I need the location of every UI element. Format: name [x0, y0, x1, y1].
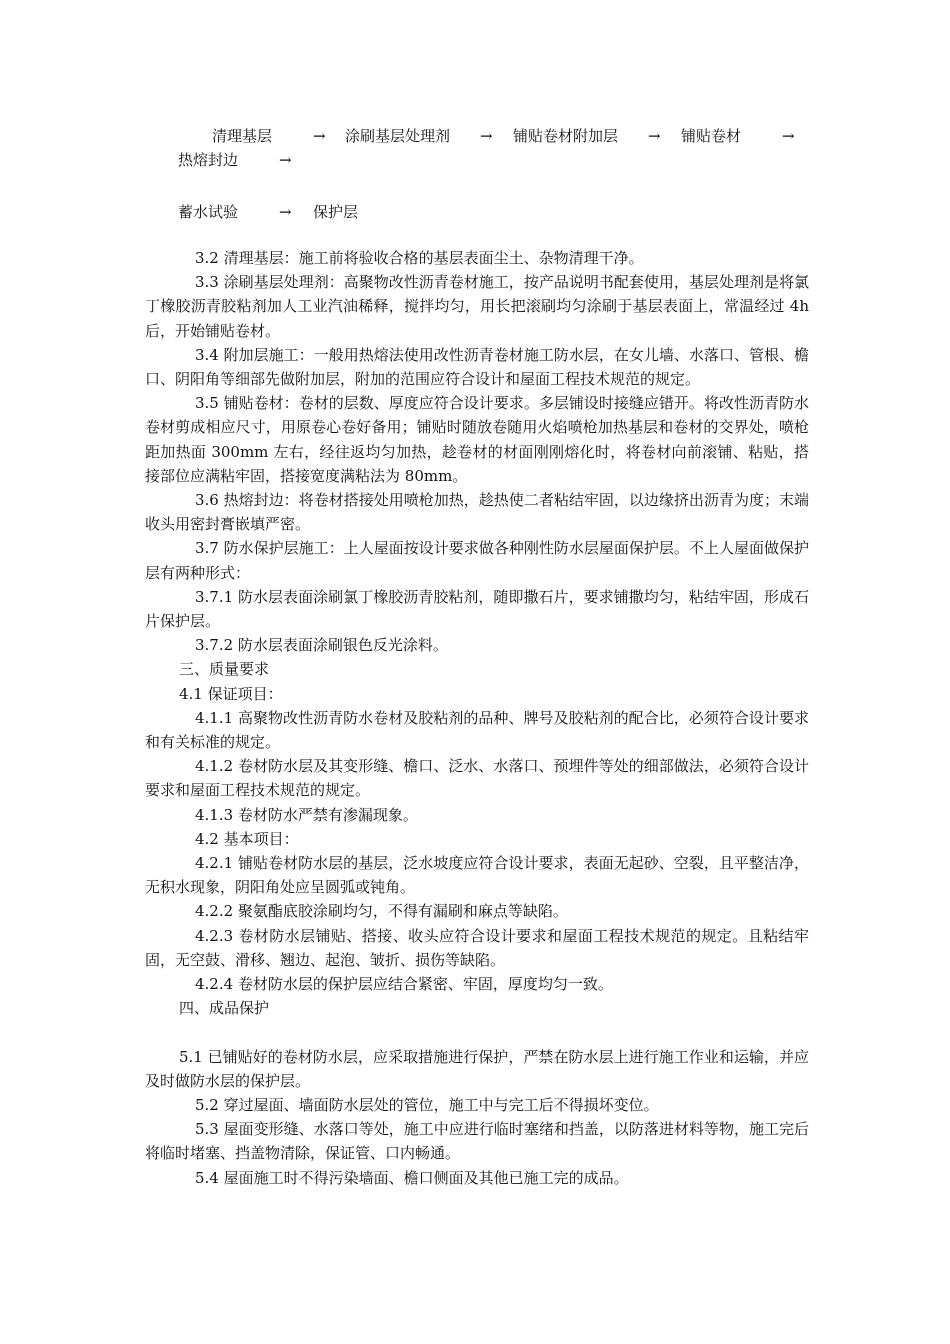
paragraph-4-1-2: 4.1.2 卷材防水层及其变形缝、檐口、泛水、水落口、预埋件等处的细部做法，必须符合设计要求和屋面工程技术规范的规定。 [145, 757, 809, 800]
paragraph-5-2: 5.2 穿过屋面、墙面防水层处的管位，施工中与完工后不得损坏变位。 [195, 1095, 659, 1114]
section-heading-protection: 四、成品保护 [179, 999, 270, 1018]
flow-arrow: → [313, 127, 326, 145]
flow-step-apply-primer: 涂刷基层处理剂 [345, 127, 451, 145]
flow-arrow: → [279, 203, 292, 221]
paragraph-3-5: 3.5 铺贴卷材：卷材的层数、厚度应符合设计要求。多层铺设时接缝应错开。将改性沥青防水卷材剪成相应尺寸，用原卷心卷好备用；铺贴时随放卷随用火焰喷枪加热基层和卷材的交界处，喷枪距加热面 300mm 左右，经往返均匀加热，趁卷材的材面刚刚熔化时，将卷材向前滚铺、粘贴，搭接部位应满粘牢固，搭接宽度满粘法为 80mm。 [145, 394, 809, 485]
section-heading-quality: 三、质量要求 [179, 660, 270, 679]
paragraph-5-1: 5.1 已铺贴好的卷材防水层，应采取措施进行保护，严禁在防水层上进行施工作业和运输，并应及时做防水层的保护层。 [145, 1047, 809, 1090]
paragraph-4-1: 4.1 保证项目： [179, 684, 283, 703]
paragraph-4-1-3: 4.1.3 卷材防水严禁有渗漏现象。 [195, 805, 418, 824]
paragraph-3-7-1: 3.7.1 防水层表面涂刷氯丁橡胶沥青胶粘剂，随即撒石片，要求铺撒均匀，粘结牢固，形成石片保护层。 [145, 587, 809, 631]
paragraph-3-6: 3.6 热熔封边：将卷材搭接处用喷枪加热，趁热使二者粘结牢固，以边缘挤出沥青为度；末端收头用密封膏嵌填严密。 [145, 491, 809, 534]
flow-step-heat-seal: 热熔封边 [178, 151, 239, 169]
flow-step-clean-base: 清理基层 [212, 127, 273, 145]
paragraph-5-3: 5.3 屋面变形缝、水落口等处，施工中应进行临时塞绪和挡盖，以防落进材料等物，施工完后将临时堵塞、挡盖物清除，保证管、口内畅通。 [145, 1120, 809, 1163]
flow-arrow: → [480, 127, 493, 145]
paragraph-4-2-3: 4.2.3 卷材防水层铺贴、搭接、收头应符合设计要求和屋面工程技术规范的规定。且粘结牢固，无空鼓、滑移、翘边、起泡、皱折、损伤等缺陷。 [145, 926, 809, 969]
paragraph-4-2-4: 4.2.4 卷材防水层的保护层应结合紧密、牢固，厚度均匀一致。 [195, 975, 613, 994]
paragraph-5-4: 5.4 屋面施工时不得污染墙面、檐口侧面及其他已施工完的成品。 [195, 1168, 629, 1187]
paragraph-3-4: 3.4 附加层施工：一般用热熔法使用改性沥青卷材施工防水层，在女儿墙、水落口、管根、檐口、阴阳角等细部先做附加层，附加的范围应符合设计和屋面工程技术规范的规定。 [145, 345, 809, 389]
flow-step-protection-layer: 保护层 [313, 203, 359, 221]
flow-step-water-test: 蓄水试验 [178, 203, 239, 221]
document-body [145, 246, 809, 1190]
process-flow-row-3 [0, 201, 950, 223]
paragraph-4-2-2: 4.2.2 聚氨酯底胶涂刷均匀，不得有漏刷和麻点等缺陷。 [195, 902, 568, 921]
flow-step-lay-membrane: 铺贴卷材 [681, 127, 742, 145]
paragraph-3-2: 3.2 清理基层：施工前将验收合格的基层表面尘土、杂物清理干净。 [195, 249, 644, 267]
paragraph-3-3: 3.3 涂刷基层处理剂：高聚物改性沥青卷材施工，按产品说明书配套使用，基层处理剂是将氯丁橡胶沥青胶粘剂加人工业汽油稀释，搅拌均匀，用长把滚刷均匀涂刷于基层表面上，常温经过 4h 后，开始铺贴卷材。 [145, 273, 809, 340]
flow-arrow: → [279, 151, 292, 169]
paragraph-4-2: 4.2 基本项目： [195, 829, 299, 848]
process-flow-row-2 [0, 149, 950, 171]
flow-arrow: → [648, 127, 661, 145]
paragraph-4-1-1: 4.1.1 高聚物改性沥青防水卷材及胶粘剂的品种、牌号及胶粘剂的配合比，必须符合设计要求和有关标准的规定。 [145, 708, 809, 752]
flow-arrow: → [782, 127, 795, 145]
flow-step-additional-layer: 铺贴卷材附加层 [513, 127, 619, 145]
paragraph-3-7-2: 3.7.2 防水层表面涂刷银色反光涂料。 [195, 636, 448, 655]
paragraph-3-7: 3.7 防水保护层施工：上人屋面按设计要求做各种刚性防水层屋面保护层。不上人屋面做保护层有两种形式： [145, 539, 809, 582]
process-flow-row-1 [0, 125, 950, 147]
paragraph-4-2-1: 4.2.1 铺贴卷材防水层的基层，泛水坡度应符合设计要求，表面无起砂、空裂，且平整洁净，无积水现象，阴阳角处应呈圆弧或钝角。 [145, 854, 809, 897]
